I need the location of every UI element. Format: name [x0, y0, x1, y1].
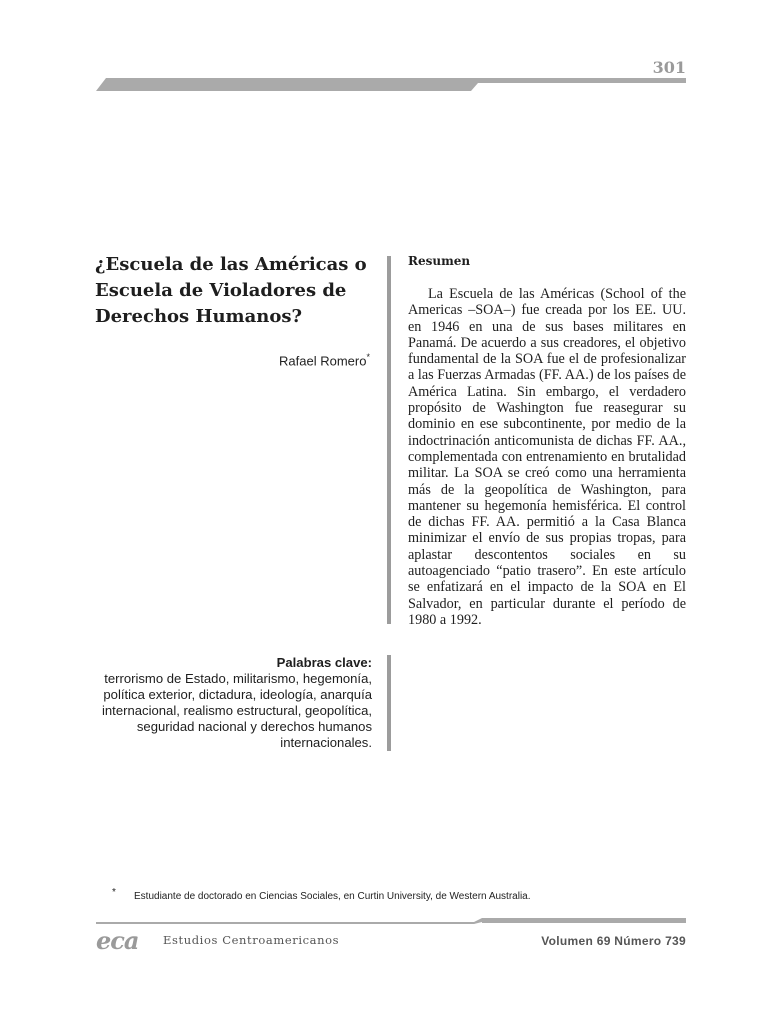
journal-name: Estudios Centroamericanos: [163, 933, 340, 947]
journal-logo: eca: [96, 926, 139, 955]
keywords-divider: [387, 655, 391, 751]
footer-band: [96, 918, 686, 930]
abstract-body: La Escuela de las Américas (School of the Americas –SOA–) fue creada por los EE. UU. en 1946 en una de sus bases militares en Panamá. De acuerdo a sus creadores, el objetivo fundamental de la SOA fue el de profesionalizar a las Fuerzas Armadas (FF. AA.) de los países de América Latina. Sin embargo, el verdadero propósito de Washington fue reasegurar su dominio en ese subcontinente, por medio de la indoctrinación anticomunista de dichas FF. AA., complementada con entrenamiento en brutalidad militar. La SOA se creó como una herramienta más de la geopolítica de Washington, para mantener su hegemonía hemisférica. El control de dichas FF. AA. permitió a la Casa Blanca minimizar el envío de sus propias tropas, para aplastar descontentos sociales en su autoagenciado “patio trasero”. En este artículo se enfatizará en el impacto de la SOA en El Salvador, en particular durante el período de 1980 a 1992.: [408, 286, 686, 628]
abstract-section: [408, 254, 686, 628]
abstract-divider: [387, 256, 391, 624]
author-name: [150, 352, 370, 368]
issue-info: Volumen 69 Número 739: [541, 934, 686, 948]
footnote-mark: *: [112, 887, 116, 898]
abstract-heading: Resumen: [408, 254, 471, 268]
keywords-section: [92, 655, 372, 751]
keywords-list: terrorismo de Estado, militarismo, hegemonía, política exterior, dictadura, ideología, anarquía internacional, realismo estructural, geopolítica, seguridad nacional y derechos humanos internacionales.: [101, 671, 372, 750]
keywords-heading: Palabras clave:: [276, 655, 372, 670]
page-number: 301: [652, 58, 686, 77]
article-title: ¿Escuela de las Américas o Escuela de Violadores de Derechos Humanos?: [95, 254, 367, 327]
author-name-text: Rafael Romero: [279, 353, 367, 369]
author-footnote-mark: *: [366, 352, 370, 362]
header-band: [96, 78, 686, 92]
footnote-text: Estudiante de doctorado en Ciencias Sociales, en Curtin University, de Western Australia.: [134, 891, 531, 902]
